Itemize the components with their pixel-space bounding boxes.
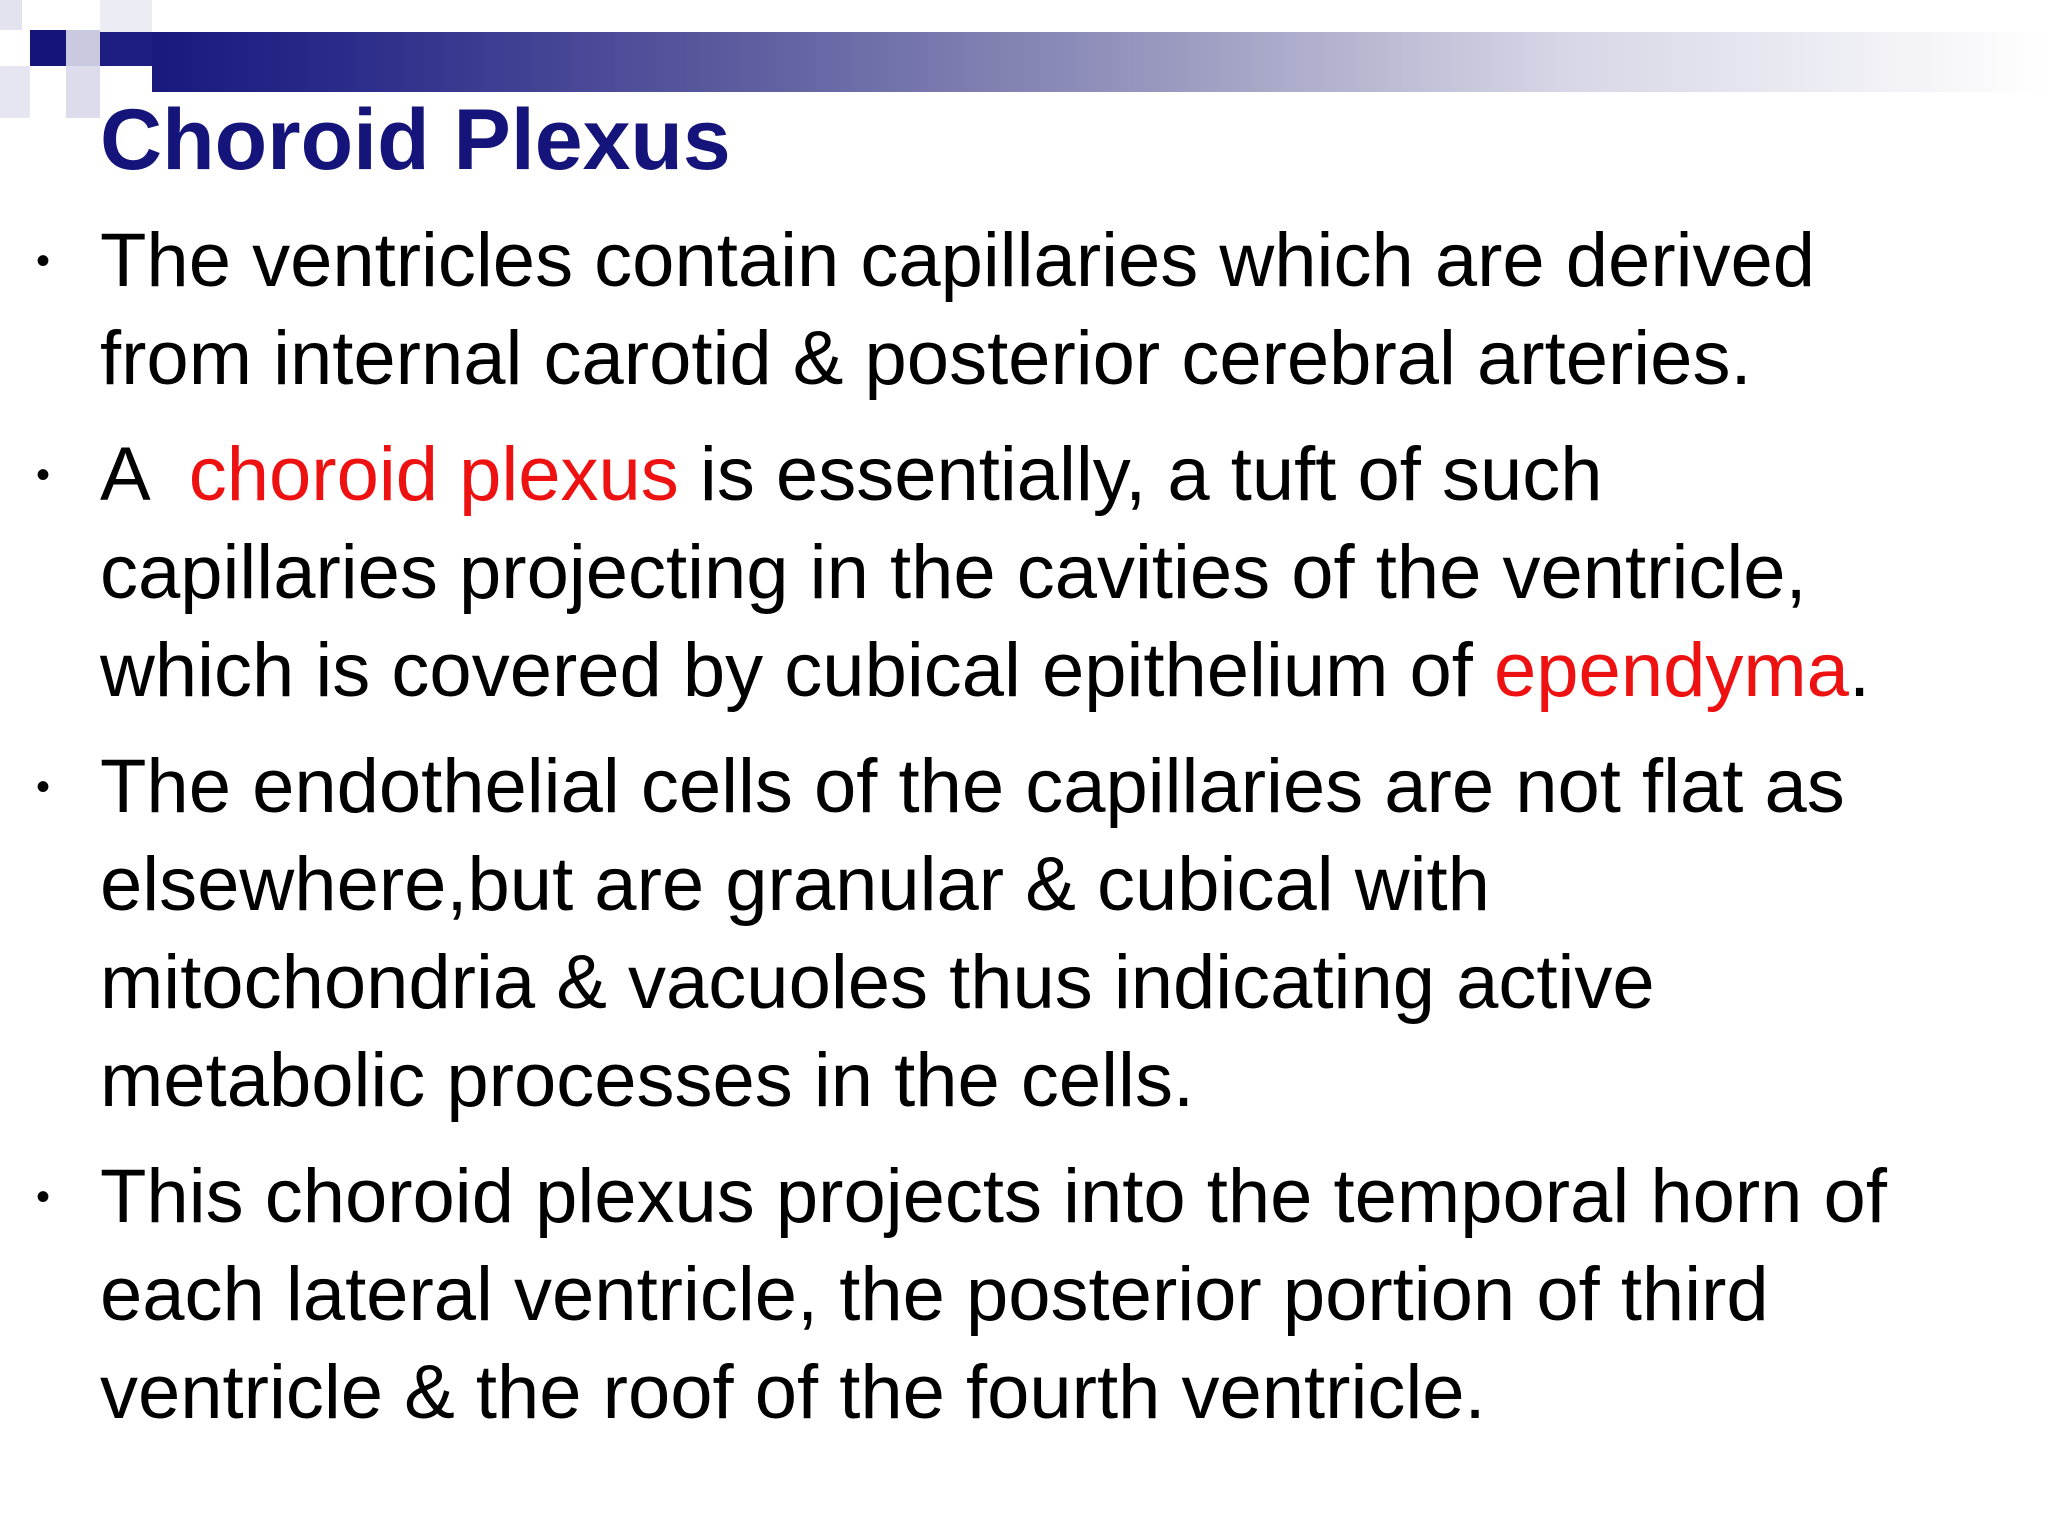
bullet-line bbox=[100, 426, 2020, 524]
bullet-marker: • bbox=[36, 239, 51, 283]
decor-square bbox=[30, 66, 66, 118]
bullet-marker: • bbox=[36, 1175, 51, 1219]
bullet-line: capillaries projecting in the cavities of the ventricle, bbox=[100, 530, 1807, 615]
bullet-item bbox=[0, 1148, 2020, 1442]
bullet-text: which is covered by cubical epithelium of bbox=[100, 628, 1495, 713]
bullet-line: The endothelial cells of the capillaries are not flat as bbox=[100, 744, 1845, 829]
bullet-text: . bbox=[1848, 628, 1871, 713]
decor-square bbox=[0, 66, 30, 118]
bullet-marker: • bbox=[36, 453, 51, 497]
decor-square bbox=[100, 0, 152, 32]
highlight-term-choroid-plexus: choroid plexus bbox=[188, 432, 679, 517]
bullet-item bbox=[0, 738, 2020, 1130]
decor-square bbox=[66, 66, 100, 118]
bullet-line bbox=[100, 622, 2020, 720]
decor-square bbox=[30, 30, 66, 66]
bullet-line: ventricle & the roof of the fourth ventricle. bbox=[100, 1350, 1486, 1435]
bullet-line: from internal carotid & posterior cerebral arteries. bbox=[100, 316, 1752, 401]
bullet-line: elsewhere,but are granular & cubical with bbox=[100, 842, 1490, 927]
bullet-line: This choroid plexus projects into the temporal horn of bbox=[100, 1154, 1887, 1239]
decor-square bbox=[0, 0, 22, 30]
bullet-text: is essentially, a tuft of such bbox=[678, 432, 1603, 517]
bullet-item bbox=[0, 426, 2020, 720]
bullet-list bbox=[0, 212, 2048, 1460]
header-gradient-band bbox=[100, 32, 2048, 92]
decor-square bbox=[66, 30, 100, 66]
bullet-line: The ventricles contain capillaries which are derived bbox=[100, 218, 1816, 303]
bullet-marker: • bbox=[36, 765, 51, 809]
slide-title: Choroid Plexus bbox=[100, 92, 731, 188]
bullet-line: each lateral ventricle, the posterior portion of third bbox=[100, 1252, 1769, 1337]
highlight-term-ependyma: ependyma bbox=[1494, 628, 1849, 713]
decor-square bbox=[100, 32, 152, 66]
bullet-line: mitochondria & vacuoles thus indicating active bbox=[100, 940, 1655, 1025]
bullet-line: metabolic processes in the cells. bbox=[100, 1038, 1195, 1123]
bullet-item bbox=[0, 212, 2020, 408]
bullet-text: A bbox=[100, 432, 189, 517]
